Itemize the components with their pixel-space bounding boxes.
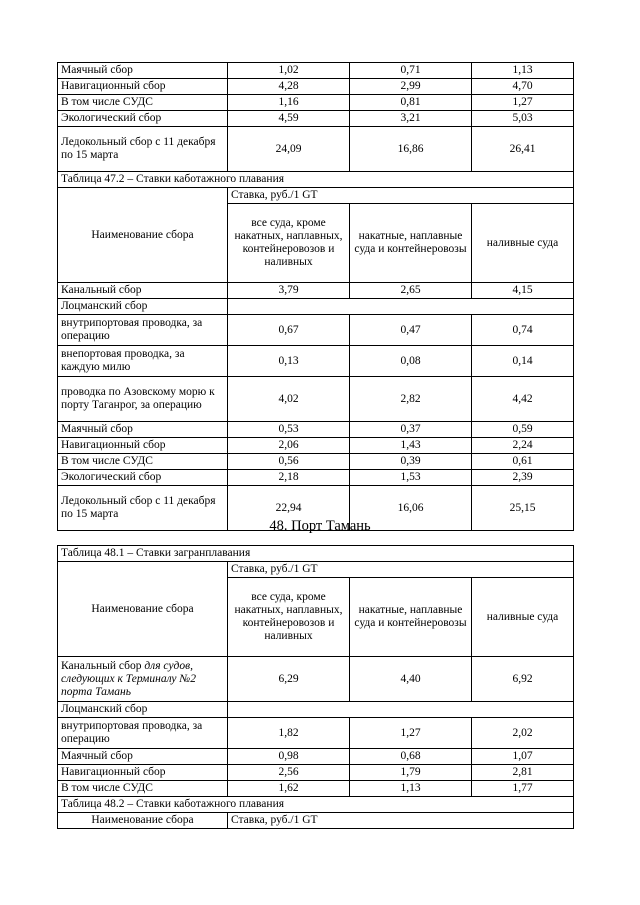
header-rate: Ставка, руб./1 GT: [228, 562, 574, 578]
rate-value-cell: 2,82: [350, 377, 472, 422]
rate-value-cell: 0,81: [350, 95, 472, 111]
rate-value-cell: 0,71: [350, 63, 472, 79]
table-48-2: [58, 797, 574, 829]
table-row: [58, 377, 574, 422]
rate-value-cell: 4,28: [228, 79, 350, 95]
rate-value-cell: 4,59: [228, 111, 350, 127]
rate-value-cell: 1,43: [350, 438, 472, 454]
rate-value-cell: 2,24: [472, 438, 574, 454]
rate-value-cell: 4,15: [472, 283, 574, 299]
header-col-all-ships: все суда, кроме накатных, наплавных, контейнеровозов и наливных: [228, 204, 350, 283]
rate-value-cell: 1,82: [228, 718, 350, 749]
table-title-row: [58, 797, 574, 813]
fee-name-cell: Маячный сбор: [58, 63, 228, 79]
table-row: [58, 422, 574, 438]
header-rate: Ставка, руб./1 GT: [228, 188, 574, 204]
rate-value-cell: 2,18: [228, 470, 350, 486]
header-name-column: Наименование сбора: [58, 562, 228, 657]
header-col-roro-container: накатные, наплавные суда и контейнеровозы: [350, 578, 472, 657]
fee-name-cell: Маячный сбор: [58, 749, 228, 765]
empty-cell: [228, 702, 574, 718]
rate-value-cell: 2,99: [350, 79, 472, 95]
rate-value-cell: 2,65: [350, 283, 472, 299]
table-47-2-rows-a: [58, 283, 574, 299]
table-48-1-rows: [58, 718, 574, 797]
rate-value-cell: 26,41: [472, 127, 574, 172]
rate-value-cell: 0,98: [228, 749, 350, 765]
header-row: [58, 562, 574, 578]
rate-value-cell: 3,79: [228, 283, 350, 299]
table-row: [58, 79, 574, 95]
table-title-row: [58, 546, 574, 562]
pilot-fee-label: Лоцманский сбор: [58, 702, 228, 718]
rate-value-cell: 1,16: [228, 95, 350, 111]
header-col-roro-container: накатные, наплавные суда и контейнеровозы: [350, 204, 472, 283]
fee-name-cell: Маячный сбор: [58, 422, 228, 438]
fee-name-cell: В том числе СУДС: [58, 454, 228, 470]
rate-value-cell: 4,70: [472, 79, 574, 95]
tariff-table-47: [57, 62, 574, 531]
header-col-tankers: наливные суда: [472, 578, 574, 657]
fee-name-cell: В том числе СУДС: [58, 95, 228, 111]
rate-value-cell: 0,08: [350, 346, 472, 377]
table-row: [58, 346, 574, 377]
section-heading: 48. Порт Тамань: [269, 518, 371, 534]
rate-value-cell: 1,62: [228, 781, 350, 797]
rate-value-cell: 0,59: [472, 422, 574, 438]
table-title-row: [58, 172, 574, 188]
rate-value-cell: 0,37: [350, 422, 472, 438]
fee-name-cell: Экологический сбор: [58, 111, 228, 127]
rate-value-cell: 25,15: [472, 486, 574, 531]
table-row: [58, 299, 574, 315]
rate-value-cell: 5,03: [472, 111, 574, 127]
table-row: [58, 438, 574, 454]
rate-value-cell: 1,27: [350, 718, 472, 749]
table-47-2-title: Таблица 47.2 – Ставки каботажного плавания: [58, 172, 574, 188]
rate-value-cell: 0,61: [472, 454, 574, 470]
table-row-canal-fee: [58, 657, 574, 702]
rate-value-cell: 22,94: [228, 486, 350, 531]
rate-value-cell: 1,27: [472, 95, 574, 111]
canal-fee-value-2: 4,40: [350, 657, 472, 702]
table-47-2: [58, 172, 574, 283]
table-row: [58, 749, 574, 765]
table-row: [58, 315, 574, 346]
rate-value-cell: 3,21: [350, 111, 472, 127]
table-row: [58, 765, 574, 781]
table-row: [58, 95, 574, 111]
table-row: [58, 470, 574, 486]
fee-name-cell: В том числе СУДС: [58, 781, 228, 797]
rate-value-cell: 16,86: [350, 127, 472, 172]
rate-value-cell: 4,42: [472, 377, 574, 422]
table-row: [58, 63, 574, 79]
pilot-fee-label: Лоцманский сбор: [58, 299, 228, 315]
table-48-1-title: Таблица 48.1 – Ставки загранплавания: [58, 546, 574, 562]
rate-value-cell: 1,02: [228, 63, 350, 79]
empty-cell: [228, 299, 574, 315]
rate-value-cell: 0,47: [350, 315, 472, 346]
rate-value-cell: 2,06: [228, 438, 350, 454]
table-47-1-continued-rows: [58, 63, 574, 172]
table-row: [58, 781, 574, 797]
rate-value-cell: 1,13: [472, 63, 574, 79]
table-row: [58, 718, 574, 749]
header-row: [58, 188, 574, 204]
header-col-tankers: наливные суда: [472, 204, 574, 283]
header-col-all-ships: все суда, кроме накатных, наплавных, контейнеровозов и наливных: [228, 578, 350, 657]
rate-value-cell: 2,39: [472, 470, 574, 486]
fee-name-cell: Навигационный сбор: [58, 79, 228, 95]
fee-name-cell: Навигационный сбор: [58, 438, 228, 454]
rate-value-cell: 1,77: [472, 781, 574, 797]
rate-value-cell: 16,06: [350, 486, 472, 531]
header-name-column: Наименование сбора: [58, 813, 228, 829]
canal-fee-label-plain: Канальный сбор: [61, 659, 145, 672]
rate-value-cell: 1,07: [472, 749, 574, 765]
fee-name-cell: Навигационный сбор: [58, 765, 228, 781]
rate-value-cell: 0,14: [472, 346, 574, 377]
fee-name-cell: проводка по Азовскому морю к порту Таганрог, за операцию: [58, 377, 228, 422]
header-row: [58, 813, 574, 829]
fee-name-cell: Экологический сбор: [58, 470, 228, 486]
table-48-1: [58, 546, 574, 718]
table-48-2-title: Таблица 48.2 – Ставки каботажного плавания: [58, 797, 574, 813]
table-row: [58, 111, 574, 127]
fee-name-cell: внутрипортовая проводка, за операцию: [58, 718, 228, 749]
canal-fee-label: [58, 657, 228, 702]
fee-name-cell: Ледокольный сбор с 11 декабря по 15 марта: [58, 486, 228, 531]
canal-fee-label-italic: для судов, следующих к Терминалу №2 порта Тамань: [61, 659, 197, 698]
table-row: [58, 127, 574, 172]
fee-name-cell: Ледокольный сбор с 11 декабря по 15 марта: [58, 127, 228, 172]
rate-value-cell: 1,53: [350, 470, 472, 486]
rate-value-cell: 4,02: [228, 377, 350, 422]
rate-value-cell: 2,81: [472, 765, 574, 781]
rate-value-cell: 0,39: [350, 454, 472, 470]
pilot-section: [58, 299, 574, 315]
header-name-column: Наименование сбора: [58, 188, 228, 283]
canal-fee-value-1: 6,29: [228, 657, 350, 702]
fee-name-cell: Канальный сбор: [58, 283, 228, 299]
rate-value-cell: 2,56: [228, 765, 350, 781]
fee-name-cell: внепортовая проводка, за каждую милю: [58, 346, 228, 377]
canal-fee-value-3: 6,92: [472, 657, 574, 702]
rate-value-cell: 0,68: [350, 749, 472, 765]
rate-value-cell: 0,74: [472, 315, 574, 346]
table-row: [58, 702, 574, 718]
table-row: [58, 454, 574, 470]
rate-value-cell: 2,02: [472, 718, 574, 749]
fee-name-cell: внутрипортовая проводка, за операцию: [58, 315, 228, 346]
rate-value-cell: 1,13: [350, 781, 472, 797]
rate-value-cell: 24,09: [228, 127, 350, 172]
rate-value-cell: 0,13: [228, 346, 350, 377]
tariff-table-48: [57, 545, 574, 829]
header-rate: Ставка, руб./1 GT: [228, 813, 574, 829]
rate-value-cell: 0,67: [228, 315, 350, 346]
rate-value-cell: 0,53: [228, 422, 350, 438]
rate-value-cell: 0,56: [228, 454, 350, 470]
table-47-2-rows-b: [58, 315, 574, 531]
rate-value-cell: 1,79: [350, 765, 472, 781]
table-row: [58, 283, 574, 299]
